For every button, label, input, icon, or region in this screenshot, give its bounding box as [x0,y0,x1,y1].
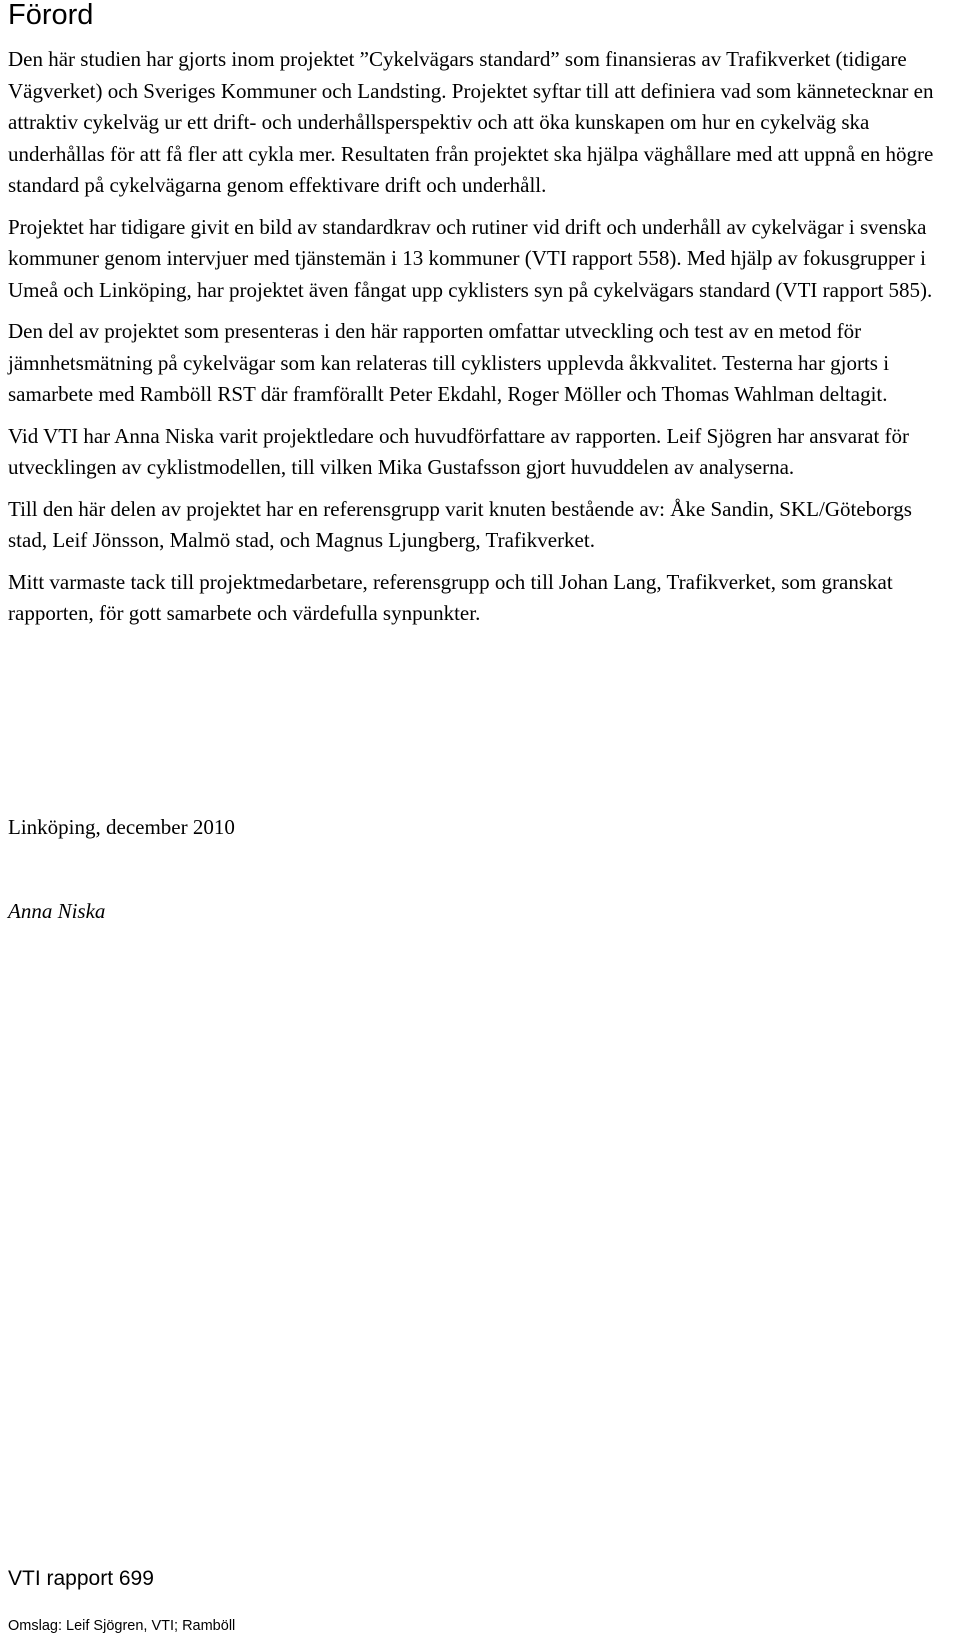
author-signature: Anna Niska [8,899,106,923]
paragraph: Den del av projektet som presenteras i den här rapporten omfattar utveckling och test av en metod för jämnhetsmätning på cykelvägar som kan relateras till cyklisters upplevda åkkvalitet. Testerna har gjorts i samarbete med Ramböll RST där framförallt Peter Ekdahl, Roger Möller och Thomas Wahlman deltagit. [8,319,890,406]
paragraph: Mitt varmaste tack till projektmedarbetare, referensgrupp och till Johan Lang, Trafikverket, som granskat rapporten, för gott samarbete och värdefulla synpunkter. [8,569,893,625]
paragraph: Vid VTI har Anna Niska varit projektledare och huvudförfattare av rapporten. Leif Sjögren har ansvarat för utvecklingen av cyklistmodellen, till vilken Mika Gustafsson gjort huvuddelen av analyserna. [8,423,910,479]
foreword-body [8,44,953,640]
report-number: VTI rapport 699 [8,1567,154,1590]
paragraph: Till den här delen av projektet har en referensgrupp varit knuten bestående av: Åke Sandin, SKL/Göteborgs stad, Leif Jönsson, Malmö stad, och Magnus Ljungberg, Trafikverket. [8,496,912,552]
cover-credit: Omslag: Leif Sjögren, VTI; Ramböll [8,1618,236,1634]
paragraph: Den här studien har gjorts inom projektet ”Cykelvägars standard” som finansieras av Trafikverket (tidigare Vägverket) och Sveriges Kommuner och Landsting. Projektet syftar till att definiera vad som kännetecknar en attraktiv cykelväg ur ett drift- och underhållsperspektiv och att öka kunskapen om hur en cykelväg ska underhållas för att få fler att cykla mer. Resultaten från projektet ska hjälpa väghållare med att uppnå en högre standard på cykelvägarna genom effektivare drift och underhåll. [8,47,934,197]
page-title: Förord [8,0,94,31]
paragraph: Projektet har tidigare givit en bild av standardkrav och rutiner vid drift och underhåll av cykelvägar i svenska kommuner genom intervjuer med tjänstemän i 13 kommuner (VTI rapport 558). Med hjälp av fokusgrupper i Umeå och Linköping, har projektet även fångat upp cyklisters syn på cykelvägars standard (VTI rapport 585). [8,214,933,302]
place-date: Linköping, december 2010 [8,815,235,839]
